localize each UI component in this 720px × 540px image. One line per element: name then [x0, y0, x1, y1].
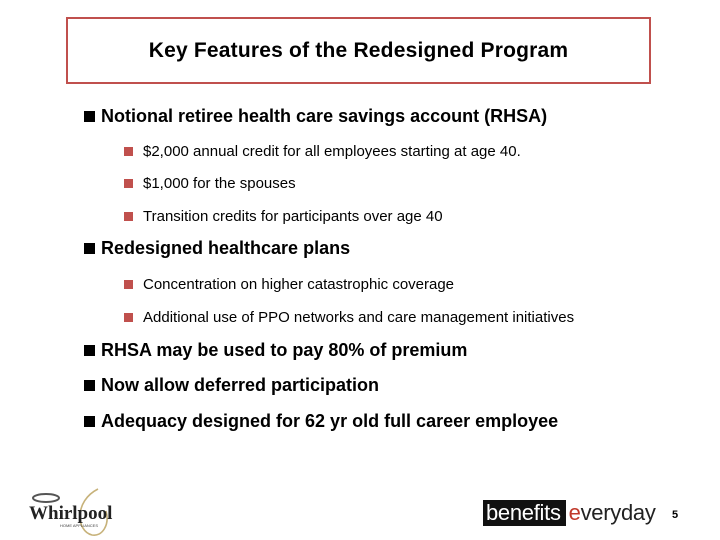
- square-bullet-icon: [84, 111, 95, 122]
- square-bullet-icon: [84, 416, 95, 427]
- logo-brand-text: Whirlpool: [29, 503, 113, 524]
- slide-title: Key Features of the Redesigned Program: [148, 38, 569, 62]
- bullet-text: Redesigned healthcare plans: [101, 238, 351, 258]
- sub-bullet-item: [124, 175, 296, 192]
- logo-ring-mark: [33, 494, 59, 502]
- sub-bullet-text: Transition credits for participants over age 40: [143, 208, 443, 225]
- logo-benefits-part: benefits: [483, 500, 566, 526]
- sub-bullet-text: $2,000 annual credit for all employees starting at age 40.: [143, 143, 521, 160]
- bullet-item: [84, 375, 379, 396]
- bullet-item: [84, 106, 547, 127]
- sub-bullet-item: [124, 208, 443, 225]
- sub-bullet-item: [124, 276, 454, 293]
- bullet-item: [84, 238, 350, 259]
- page-number: 5: [672, 509, 679, 521]
- sub-bullet-text: Concentration on higher catastrophic coverage: [143, 276, 455, 293]
- bullet-text: Adequacy designed for 62 yr old full career employee: [101, 411, 559, 431]
- logo-everyday-part: [566, 500, 656, 526]
- sub-bullet-item: [124, 143, 521, 160]
- title-box: [66, 17, 651, 84]
- logo-e-letter: e: [568, 500, 581, 525]
- logo-tagline-text: HOME APPLIANCES: [60, 523, 99, 528]
- sub-bullet-item: [124, 309, 574, 326]
- square-bullet-icon: [84, 380, 95, 391]
- bullet-item: [84, 411, 558, 432]
- bullet-text: Notional retiree health care savings account (RHSA): [101, 106, 548, 126]
- square-bullet-icon: [124, 147, 133, 156]
- square-bullet-icon: [124, 179, 133, 188]
- square-bullet-icon: [84, 243, 95, 254]
- square-bullet-icon: [124, 313, 133, 322]
- sub-bullet-text: Additional use of PPO networks and care management initiatives: [143, 309, 575, 326]
- square-bullet-icon: [124, 212, 133, 221]
- logo-veryday-text: veryday: [580, 500, 656, 525]
- square-bullet-icon: [84, 345, 95, 356]
- bullet-text: Now allow deferred participation: [101, 375, 380, 395]
- bullet-text: RHSA may be used to pay 80% of premium: [101, 340, 468, 360]
- whirlpool-logo: [26, 485, 124, 537]
- sub-bullet-text: $1,000 for the spouses: [143, 175, 296, 192]
- bullet-item: [84, 340, 467, 361]
- square-bullet-icon: [124, 280, 133, 289]
- benefits-everyday-logo: [483, 500, 656, 526]
